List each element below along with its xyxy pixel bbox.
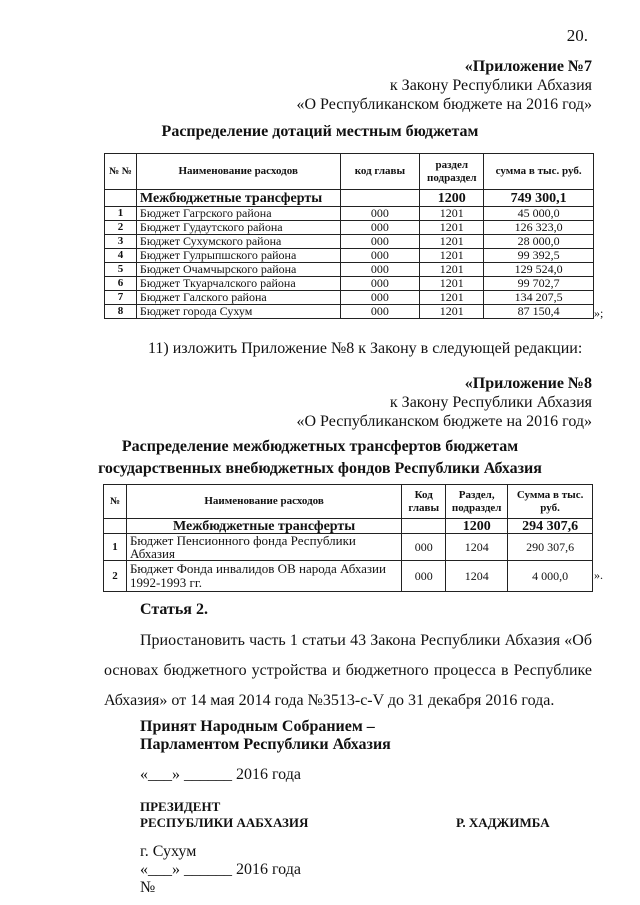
col-name: Наименование расходов <box>136 154 340 190</box>
appendix-7-title: «Приложение №7 <box>464 58 592 75</box>
adopted-date: «___» ______ 2016 года <box>140 766 301 783</box>
col-amount: сумма в тыс. руб. <box>484 154 594 190</box>
appendix-8-header <box>296 374 592 431</box>
table-row: 5 Бюджет Очамчырского района 000 1201 129 524,0 <box>105 263 594 277</box>
table-row: 6 Бюджет Ткуарчалского района 000 1201 99 702,7 <box>105 277 594 291</box>
president-name: Р. ХАДЖИМБА <box>456 815 550 830</box>
table-summary-row: Межбюджетные трансферты 1200 294 307,6 <box>104 519 593 534</box>
table-row: 8 Бюджет города Сухум 000 1201 87 150,4 <box>105 305 594 319</box>
table2-closing-quote: ». <box>594 568 603 582</box>
adopted-block: Принят Народным Собранием – Парламентом Республики Абхазия <box>140 718 391 753</box>
table-header-row <box>105 154 594 190</box>
table-row: 4 Бюджет Гулрыпшского района 000 1201 99 392,5 <box>105 249 594 263</box>
table-row: 2 Бюджет Фонда инвалидов ОВ народа Абхазии 1992-1993 гг. 000 1204 4 000,0 <box>104 561 593 592</box>
table-transfers <box>103 484 593 592</box>
col-code: код главы <box>340 154 420 190</box>
table-header-row: № Наименование расходов Код главы Раздел, подраздел Сумма в тыс. руб. <box>104 485 593 519</box>
col-section: раздел подраздел <box>420 154 484 190</box>
article-2-text: Приостановить часть 1 статьи 43 Закона Республики Абхазия «Об основах бюджетного устройства и бюджетного процесса в Республике Абхазия» от 14 мая 2014 года №3513-с-V до 31 декабря 2016 года. <box>104 632 592 709</box>
place-block: г. Сухум «___» ______ 2016 года № <box>140 843 301 896</box>
table-row: 2 Бюджет Гудаутского района 000 1201 126 323,0 <box>105 221 594 235</box>
table2-title: Распределение межбюджетных трансфертов бюджетам государственных внебюджетных фондов Республики Абхазия <box>98 438 542 477</box>
table-subsidies <box>104 153 594 319</box>
appendix-7-line2: «О Республиканском бюджете на 2016 год» <box>296 96 592 113</box>
table1-title: Распределение дотаций местным бюджетам <box>161 123 479 140</box>
appendix-8-line2: «О Республиканском бюджете на 2016 год» <box>296 413 592 430</box>
table-row: 1 Бюджет Пенсионного фонда Республики Абхазия 000 1204 290 307,6 <box>104 534 593 561</box>
table-row: 1 Бюджет Гагрского района 000 1201 45 000,0 <box>105 207 594 221</box>
article-2-heading: Статья 2. <box>140 601 208 618</box>
table-summary-row: Межбюджетные трансферты 1200 749 300,1 <box>105 190 594 207</box>
page-number: 20. <box>566 26 588 45</box>
col-num: № № <box>105 154 137 190</box>
appendix-7-line1: к Закону Республики Абхазия <box>389 77 592 94</box>
table1-closing-quote: »; <box>594 306 604 320</box>
appendix-8-title: «Приложение №8 <box>464 375 592 392</box>
table-row: 3 Бюджет Сухумского района 000 1201 28 000,0 <box>105 235 594 249</box>
instruction-text: 11) изложить Приложение №8 к Закону в следующей редакции: <box>148 340 583 357</box>
appendix-7-header <box>296 57 592 114</box>
president-title: ПРЕЗИДЕНТ РЕСПУБЛИКИ ААБХАЗИЯ <box>140 799 309 830</box>
appendix-8-line1: к Закону Республики Абхазия <box>389 394 592 411</box>
table-row: 7 Бюджет Галского района 000 1201 134 207,5 <box>105 291 594 305</box>
